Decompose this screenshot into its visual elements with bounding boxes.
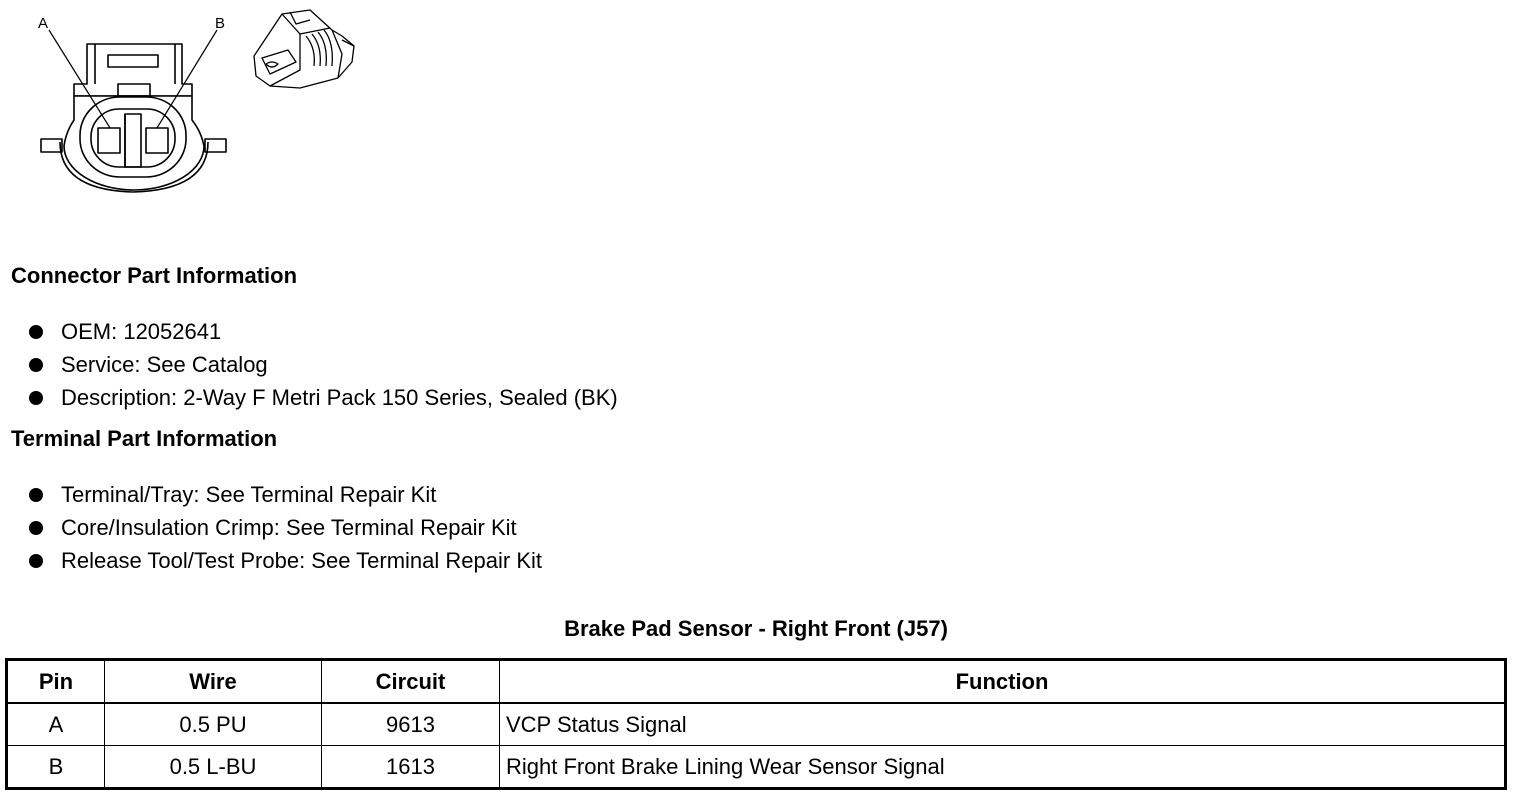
function-cell: VCP Status Signal bbox=[500, 703, 1506, 746]
pin-cell: B bbox=[7, 746, 105, 789]
pin-table bbox=[5, 658, 1507, 790]
wire-cell: 0.5 PU bbox=[105, 703, 322, 746]
connector-part-info-heading: Connector Part Information bbox=[11, 263, 298, 288]
list-item: Description: 2-Way F Metri Pack 150 Series, Sealed (BK) bbox=[0, 381, 618, 414]
callout-b-label: B bbox=[215, 15, 226, 32]
terminal-part-info-list bbox=[0, 478, 542, 577]
table-header-row bbox=[7, 660, 1506, 704]
list-item: Service: See Catalog bbox=[0, 348, 618, 381]
column-header-function: Function bbox=[500, 660, 1506, 704]
callout-a-label: A bbox=[38, 15, 49, 32]
circuit-cell: 1613 bbox=[322, 746, 500, 789]
function-cell: Right Front Brake Lining Wear Sensor Signal bbox=[500, 746, 1506, 789]
terminal-part-info-heading: Terminal Part Information bbox=[11, 426, 278, 451]
connector-part-info-list bbox=[0, 315, 618, 414]
pin-table-title: Brake Pad Sensor - Right Front (J57) bbox=[564, 616, 948, 641]
connector-isometric-view bbox=[254, 10, 354, 88]
table-row bbox=[7, 746, 1506, 789]
circuit-cell: 9613 bbox=[322, 703, 500, 746]
column-header-wire: Wire bbox=[105, 660, 322, 704]
table-row bbox=[7, 703, 1506, 746]
list-item: Release Tool/Test Probe: See Terminal Repair Kit bbox=[0, 544, 542, 577]
pin-cell: A bbox=[7, 703, 105, 746]
column-header-pin: Pin bbox=[7, 660, 105, 704]
column-header-circuit: Circuit bbox=[322, 660, 500, 704]
list-item: Terminal/Tray: See Terminal Repair Kit bbox=[0, 478, 542, 511]
wire-cell: 0.5 L-BU bbox=[105, 746, 322, 789]
list-item: Core/Insulation Crimp: See Terminal Repair Kit bbox=[0, 511, 542, 544]
connector-face-view bbox=[41, 30, 226, 192]
list-item: OEM: 12052641 bbox=[0, 315, 618, 348]
connector-diagram bbox=[0, 0, 380, 210]
